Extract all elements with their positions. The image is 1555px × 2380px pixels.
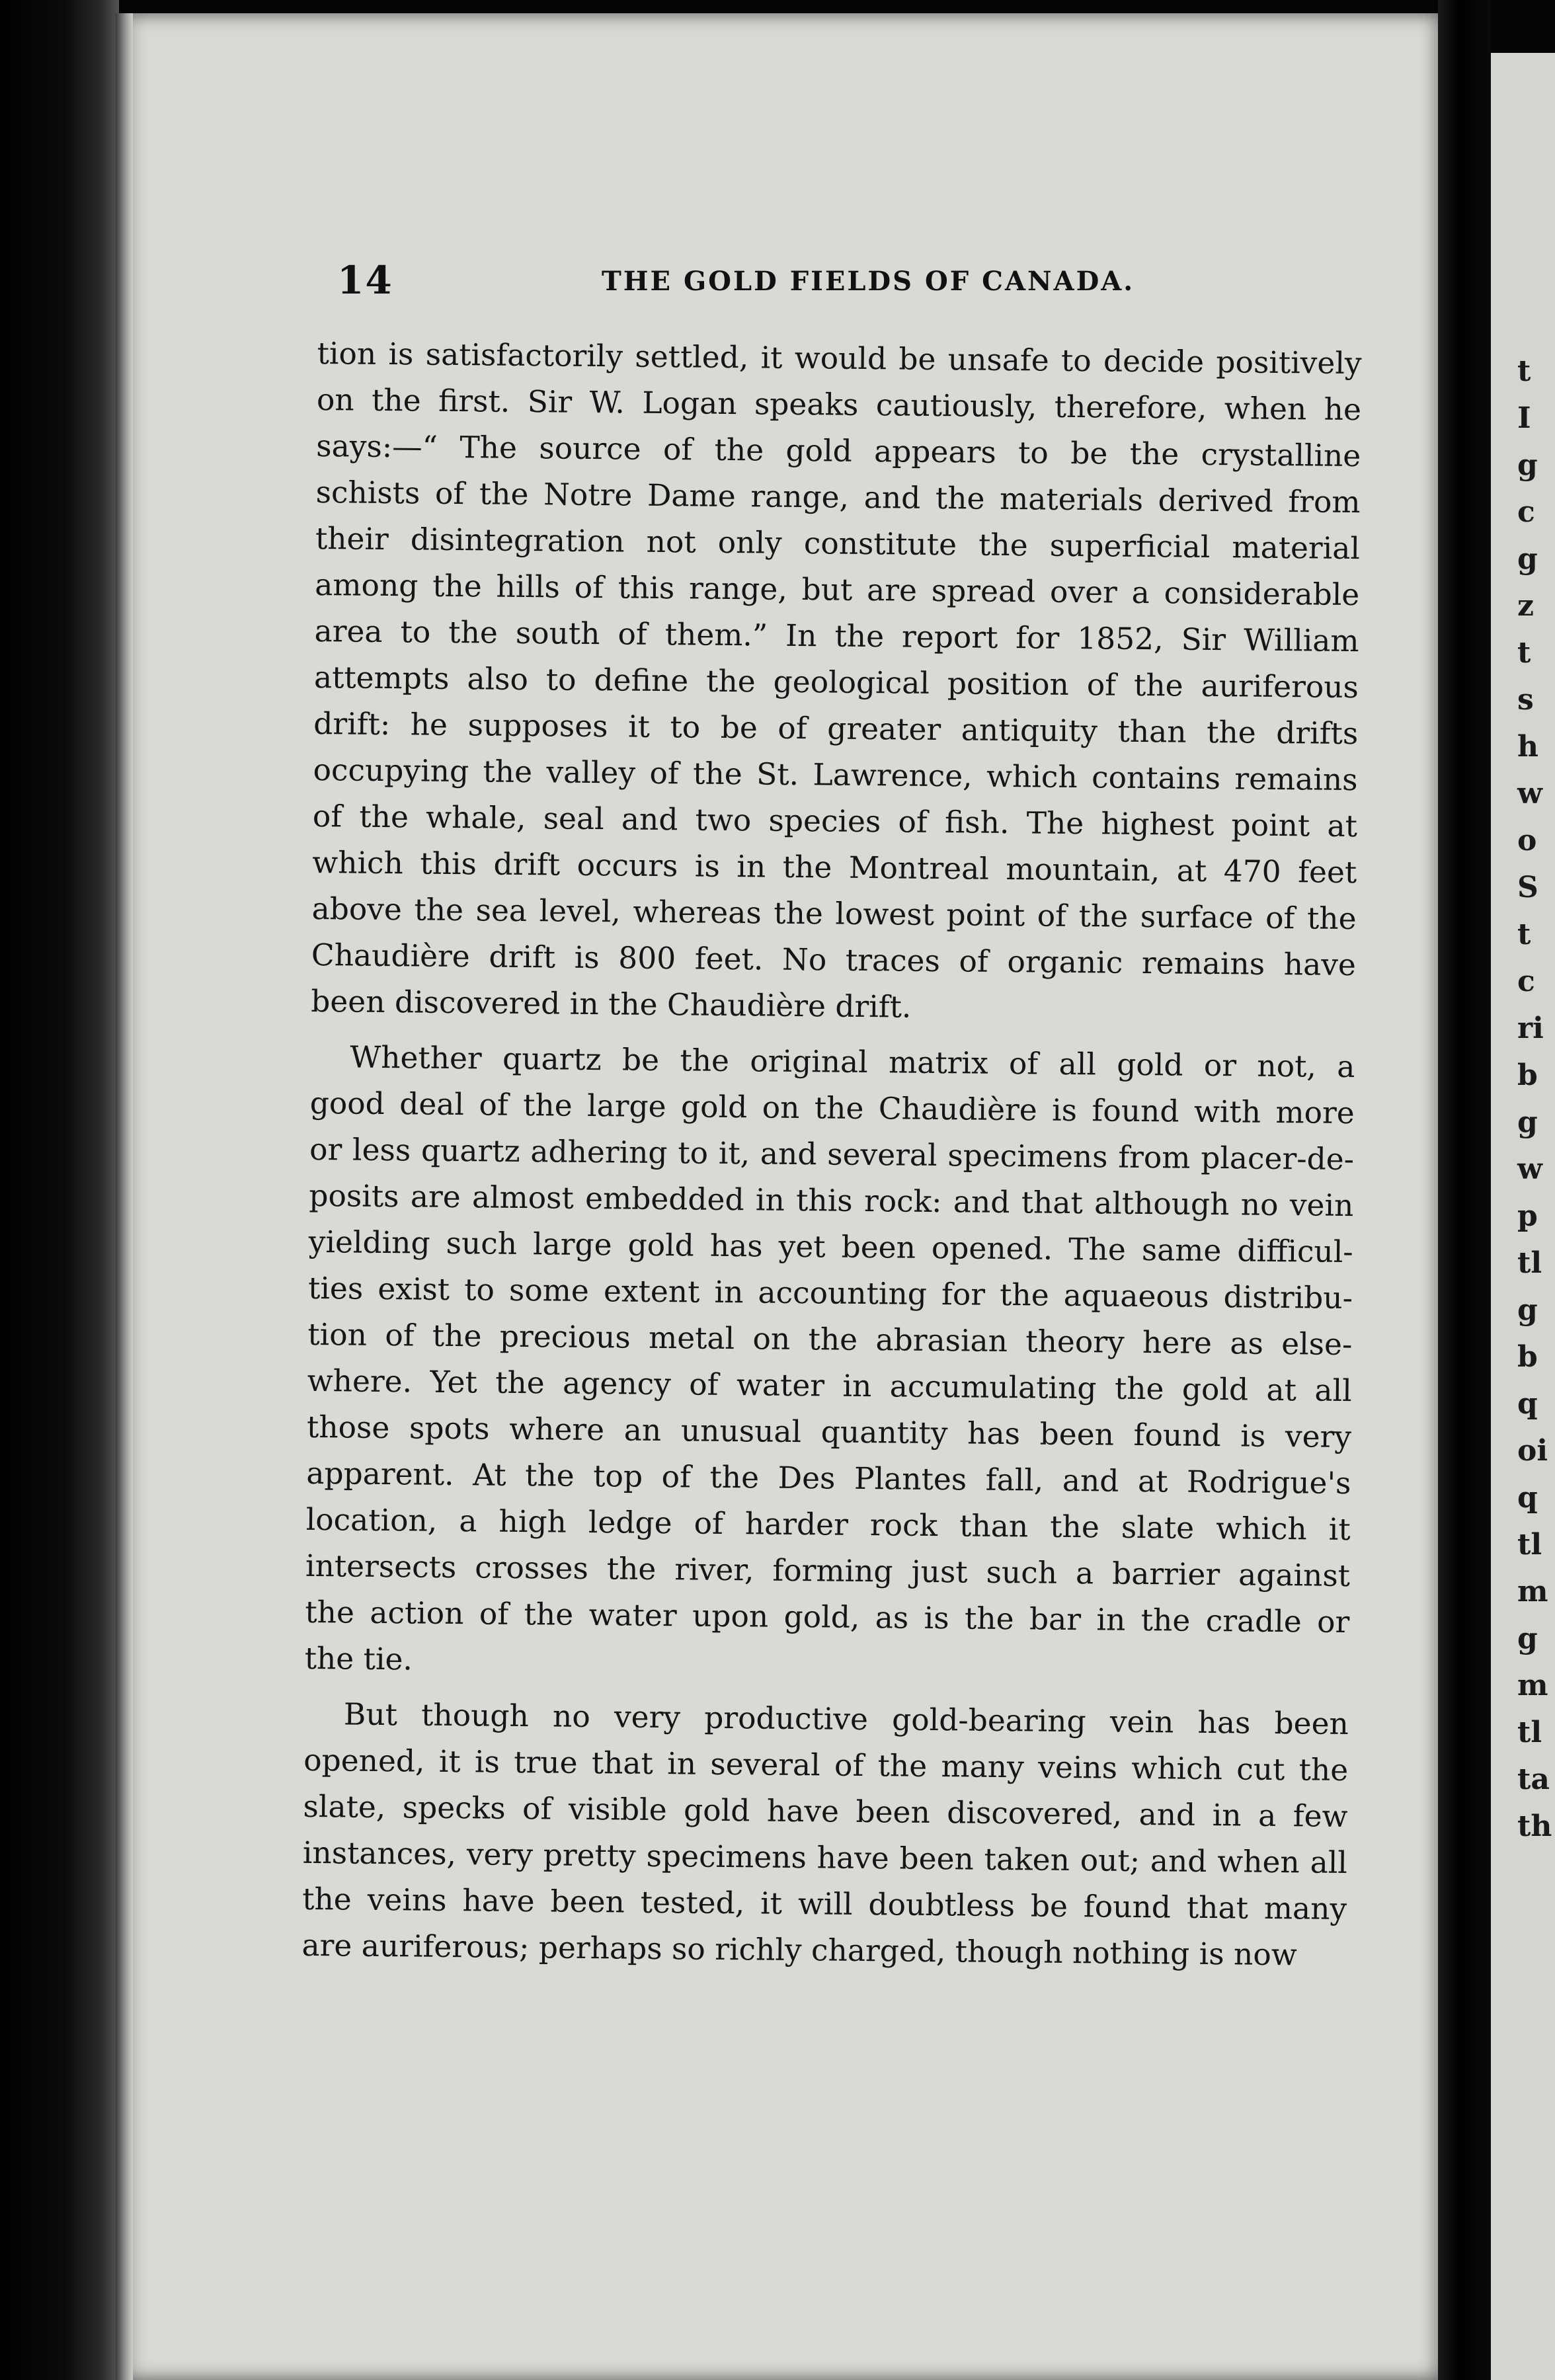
next-page-fragment: th (1517, 1809, 1552, 1843)
next-page-fragment: q (1517, 1387, 1538, 1421)
next-page-fragment: ta (1517, 1763, 1550, 1796)
next-page-fragment: S (1517, 871, 1538, 904)
text-line: instances, very pretty specimens have been taken out; and when all (302, 1835, 1348, 1881)
next-page-fragment: m (1517, 1575, 1548, 1608)
next-page-fragment: h (1517, 730, 1538, 764)
next-page-fragment: t (1517, 636, 1531, 670)
text-line: says:—“ The source of the gold appears to be the crystalline (316, 428, 1361, 474)
next-page-fragment: ri (1517, 1012, 1544, 1045)
text-line: are auriferous; perhaps so richly charged, though nothing is now (301, 1927, 1297, 1973)
page-number: 14 (337, 258, 393, 303)
next-page-fragment: q (1517, 1481, 1538, 1515)
text-line: their disintegration not only constitute the superficial material (315, 520, 1361, 567)
text-line: where. Yet the agency of water in accumulating the gold at all (307, 1363, 1352, 1409)
text-line: the veins have been tested, it will doubtless be found that many (301, 1881, 1347, 1927)
text-line: Chaudière drift is 800 feet. No traces of organic remains have (311, 937, 1357, 983)
text-line: tion is satisfactorily settled, it would be unsafe to decide positively (317, 335, 1362, 381)
next-page-fragment: g (1517, 448, 1538, 482)
next-page-fragment: g (1517, 1622, 1538, 1655)
next-page-fragment: t (1517, 354, 1531, 388)
text-line: Whether quartz be the original matrix of all gold or not, a (350, 1039, 1355, 1085)
next-page-fragment: I (1517, 401, 1531, 435)
text-line: those spots where an unusual quantity has been found is very (306, 1409, 1352, 1455)
next-page-fragment: p (1517, 1199, 1538, 1233)
next-page-fragment: tl (1517, 1716, 1542, 1749)
text-line: above the sea level, whereas the lowest point of the surface of the (311, 891, 1357, 937)
next-page-fragment: t (1517, 918, 1531, 951)
running-title: THE GOLD FIELDS OF CANADA. (602, 266, 1135, 297)
text-line: intersects crosses the river, forming just such a barrier against (305, 1548, 1351, 1594)
next-page-fragment: tl (1517, 1528, 1542, 1562)
next-page-fragment: w (1517, 1152, 1542, 1186)
text-line: the tie. (304, 1640, 413, 1677)
text-line: yielding such large gold has yet been opened. The same difficul- (308, 1224, 1353, 1270)
text-line: the action of the water upon gold, as is the bar in the cradle or (305, 1594, 1350, 1640)
left-binding-gutter (0, 0, 119, 2380)
paragraph (301, 1691, 1349, 1979)
next-page-fragment: oi (1517, 1434, 1548, 1468)
text-line: location, a high ledge of harder rock than the slate which it (305, 1501, 1351, 1548)
next-page-fragment: g (1517, 542, 1538, 576)
text-line: apparent. At the top of the Des Plantes fall, and at Rodrigue's (306, 1455, 1351, 1501)
next-page-fragment: g (1517, 1293, 1538, 1327)
next-page-fragment: tl (1517, 1246, 1542, 1280)
next-page-fragment: m (1517, 1669, 1548, 1702)
text-line: drift: he supposes it to be of greater antiquity than the drifts (313, 705, 1359, 752)
next-page-fragment: z (1517, 589, 1534, 623)
next-page-fragment: c (1517, 495, 1535, 529)
text-line: on the first. Sir W. Logan speaks cautiously, therefore, when he (316, 381, 1362, 428)
text-line: area to the south of them.” In the report for 1852, Sir William (314, 613, 1359, 659)
text-line: of the whale, seal and two species of fish. The highest point at (312, 798, 1358, 844)
text-line: attempts also to define the geological position of the auriferous (313, 659, 1359, 705)
text-line: which this drift occurs is in the Montreal mountain, at 470 feet (312, 844, 1357, 891)
text-line: slate, specks of visible gold have been discovered, and in a few (303, 1788, 1348, 1835)
next-page-fragment: w (1517, 777, 1542, 811)
next-page-fragment: o (1517, 824, 1537, 857)
text-line: occupying the valley of the St. Lawrence, which contains remains (313, 752, 1358, 798)
next-page-fragment: b (1517, 1340, 1538, 1374)
body-text (301, 331, 1362, 1979)
paragraph (311, 331, 1362, 1035)
text-line: opened, it is true that in several of the many veins which cut the (303, 1742, 1349, 1788)
text-line: But though no very productive gold-bearing vein has been (343, 1696, 1349, 1742)
text-line: been discovered in the Chaudière drift. (311, 983, 912, 1025)
next-page-fragment: b (1517, 1058, 1538, 1092)
next-page-fragment: c (1517, 965, 1535, 998)
next-page-edge (1491, 53, 1555, 2380)
right-binding-gutter (1438, 0, 1491, 2380)
next-page-fragment: g (1517, 1105, 1538, 1139)
text-line: among the hills of this range, but are spread over a considerable (315, 567, 1360, 613)
text-line: posits are almost embedded in this rock: and that although no vein (309, 1177, 1354, 1224)
text-line: schists of the Notre Dame range, and the materials derived from (315, 474, 1361, 520)
text-line: tion of the precious metal on the abrasian theory here as else- (307, 1316, 1353, 1363)
text-line: good deal of the large gold on the Chaudière is found with more (309, 1085, 1355, 1131)
page-header (337, 258, 1369, 304)
paragraph (304, 1034, 1355, 1692)
next-page-fragment: s (1517, 683, 1534, 717)
text-line: ties exist to some extent in accounting for the aquaeous distribu- (307, 1270, 1353, 1316)
page-left-edge (116, 13, 133, 2380)
text-line: or less quartz adhering to it, and several specimens from placer-de- (309, 1131, 1355, 1177)
